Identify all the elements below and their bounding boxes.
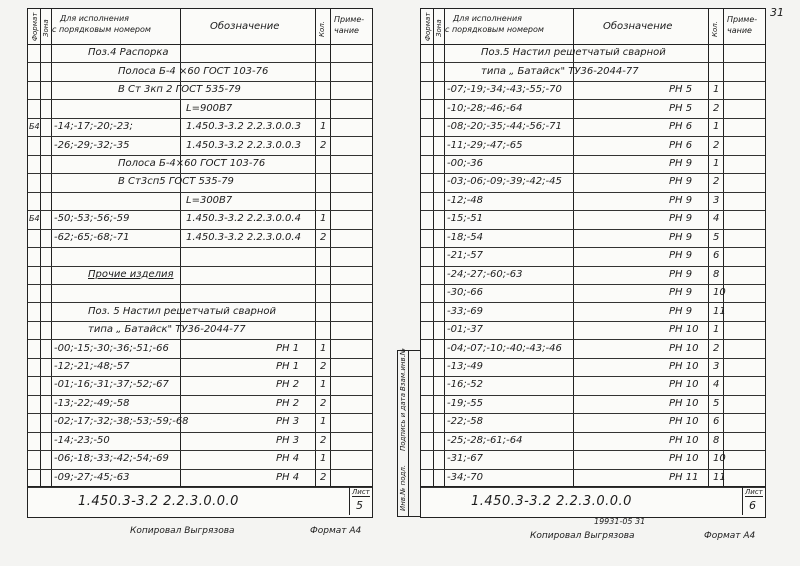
title-block: [421, 486, 765, 517]
right-footer-copied: Копировал Выгрязова: [530, 531, 635, 541]
row-divider: [28, 321, 372, 322]
row-divider: [421, 136, 765, 137]
row-description: типа „ Батайск" ТУ36-2044-77: [88, 324, 246, 336]
row-quantity: 11: [713, 471, 726, 483]
row-description: -18;-54: [447, 231, 484, 243]
row-divider: [421, 99, 765, 100]
row-designation: 1.450.3-3.2 2.2.3.0.0.3: [186, 121, 301, 133]
row-designation: РН 9: [669, 157, 693, 169]
row-quantity: 2: [320, 434, 327, 446]
row-designation: 1.450.3-3.2 2.2.3.0.0.4: [186, 231, 301, 243]
header-format: Формат: [31, 12, 39, 41]
row-description: -10;-28;-46;-64: [447, 102, 523, 114]
row-quantity: 2: [713, 139, 720, 151]
row-designation: L=900В7: [186, 102, 233, 114]
corner-page-number: 31: [770, 6, 784, 19]
header-desc-2: с порядковым номером: [52, 25, 151, 34]
sheet-box: [742, 487, 765, 515]
row-divider: [28, 81, 372, 82]
row-designation: РН 10: [669, 397, 699, 409]
left-footer-format: Формат А4: [310, 526, 362, 536]
header-note-1: Приме-: [334, 15, 365, 24]
table-header: [421, 9, 765, 45]
row-description: Поз. 5 Настил решетчатый сварной: [88, 305, 276, 317]
row-divider: [421, 155, 765, 156]
row-divider: [28, 395, 372, 396]
row-description: -06;-18;-33;-42;-54;-69: [54, 453, 169, 465]
row-description: -14;-17;-20;-23;: [54, 121, 133, 133]
row-divider: [421, 62, 765, 63]
row-quantity: 2: [713, 176, 720, 188]
row-description: Полоса Б-4 ×60 ГОСТ 103-76: [118, 65, 269, 77]
row-format: Б4: [29, 122, 40, 132]
row-designation: РН 1: [276, 361, 300, 373]
row-quantity: 2: [320, 471, 327, 483]
row-divider: [28, 284, 372, 285]
row-divider: [28, 229, 372, 230]
right-footer-format: Формат А4: [704, 531, 756, 541]
row-description: -14;-23;-50: [54, 434, 110, 446]
row-description: -22;-58: [447, 416, 484, 428]
row-description: -01;-37: [447, 324, 484, 336]
row-designation: РН 9: [669, 213, 693, 225]
table-header: [28, 9, 372, 45]
right-spec-sheet: [420, 8, 766, 518]
header-format: Формат: [424, 12, 432, 41]
row-description: -50;-53;-56;-59: [54, 213, 130, 225]
row-quantity: 1: [713, 121, 720, 133]
row-designation: РН 3: [276, 416, 300, 428]
header-desc-1: Для исполнения: [60, 14, 129, 23]
row-quantity: 2: [713, 102, 720, 114]
row-description: -08;-20;-35;-44;-56;-71: [447, 121, 562, 133]
row-description: -24;-27;-60;-63: [447, 268, 523, 280]
row-description: -03;-06;-09;-39;-42;-45: [447, 176, 562, 188]
row-description: -25;-28;-61;-64: [447, 434, 523, 446]
row-divider: [28, 210, 372, 211]
row-divider: [28, 155, 372, 156]
row-quantity: 10: [713, 287, 726, 299]
row-designation: 1.450.3-3.2 2.2.3.0.0.3: [186, 139, 301, 151]
row-description: -11;-29;-47;-65: [447, 139, 523, 151]
strip-sign-date: Подпись и дата: [399, 393, 407, 451]
row-description: -31;-67: [447, 453, 484, 465]
row-divider: [28, 376, 372, 377]
row-description: -62;-65;-68;-71: [54, 231, 130, 243]
sheet-number: 6: [749, 499, 756, 512]
row-quantity: 1: [320, 121, 327, 133]
row-quantity: 5: [713, 231, 720, 243]
row-designation: РН 10: [669, 342, 699, 354]
header-qty: Кол.: [318, 21, 326, 37]
row-quantity: 6: [713, 250, 720, 262]
row-description: -33;-69: [447, 305, 484, 317]
row-designation: РН 9: [669, 250, 693, 262]
row-description: -16;-52: [447, 379, 484, 391]
left-footer-copied: Копировал Выгрязова: [130, 526, 235, 536]
row-quantity: 11: [713, 305, 726, 317]
strip-replace-inv: Взам.инв.№: [399, 347, 407, 391]
row-quantity: 10: [713, 453, 726, 465]
row-designation: РН 3: [276, 434, 300, 446]
row-description: Поз.5 Настил решетчатый сварной: [481, 47, 666, 59]
row-divider: [421, 321, 765, 322]
row-divider: [28, 62, 372, 63]
row-designation: РН 1: [276, 342, 300, 354]
row-divider: [421, 247, 765, 248]
row-quantity: 6: [713, 416, 720, 428]
header-designation: Обозначение: [603, 21, 673, 32]
header-note-2: чание: [334, 26, 359, 35]
row-description: -01;-16;-31;-37;-52;-67: [54, 379, 169, 391]
row-description: -00;-36: [447, 157, 484, 169]
sheet-label: Лист: [352, 488, 370, 496]
row-description: Прочие изделия: [88, 268, 174, 280]
row-description: -09;-27;-45;-63: [54, 471, 130, 483]
row-description: типа „ Батайск" ТУ36-2044-77: [481, 65, 639, 77]
row-designation: РН 10: [669, 379, 699, 391]
inventory-number: 19931-05 31: [594, 517, 646, 526]
row-quantity: 8: [713, 434, 720, 446]
row-divider: [421, 229, 765, 230]
row-divider: [421, 469, 765, 470]
row-designation: РН 6: [669, 139, 693, 151]
row-quantity: 8: [713, 268, 720, 280]
row-quantity: 3: [713, 194, 720, 206]
row-format: Б4: [29, 214, 40, 224]
row-divider: [421, 284, 765, 285]
row-divider: [28, 358, 372, 359]
row-quantity: 2: [320, 231, 327, 243]
row-quantity: 2: [320, 361, 327, 373]
row-description: -21;-57: [447, 250, 484, 262]
header-note-1: Приме-: [727, 15, 758, 24]
row-divider: [28, 173, 372, 174]
row-divider: [421, 173, 765, 174]
row-quantity: 2: [320, 139, 327, 151]
row-quantity: 4: [713, 213, 720, 225]
row-quantity: 1: [320, 416, 327, 428]
row-description: -34;-70: [447, 471, 484, 483]
row-divider: [28, 432, 372, 433]
side-strip: [397, 347, 420, 517]
row-divider: [28, 118, 372, 119]
row-quantity: 1: [713, 324, 720, 336]
row-designation: РН 9: [669, 287, 693, 299]
header-designation: Обозначение: [210, 21, 280, 32]
row-description: -30;-66: [447, 287, 484, 299]
row-designation: РН 10: [669, 453, 699, 465]
row-divider: [28, 339, 372, 340]
row-quantity: 1: [320, 342, 327, 354]
row-description: В Ст 3кп 2 ГОСТ 535-79: [118, 84, 241, 96]
sheet-label: Лист: [745, 488, 763, 496]
row-designation: РН 2: [276, 379, 300, 391]
row-quantity: 2: [713, 342, 720, 354]
row-divider: [421, 210, 765, 211]
row-designation: РН 9: [669, 176, 693, 188]
strip-inv-orig: Инв.№ подл.: [399, 464, 407, 511]
row-designation: РН 2: [276, 397, 300, 409]
row-description: -26;-29;-32;-35: [54, 139, 130, 151]
row-divider: [421, 339, 765, 340]
header-note-2: чание: [727, 26, 752, 35]
row-quantity: 1: [713, 157, 720, 169]
row-divider: [421, 450, 765, 451]
document-code: 1.450.3-3.2 2.2.3.0.0.0: [471, 494, 632, 509]
row-designation: РН 6: [669, 121, 693, 133]
row-divider: [28, 413, 372, 414]
row-description: -15;-51: [447, 213, 484, 225]
row-description: -12;-48: [447, 194, 484, 206]
row-quantity: 5: [713, 397, 720, 409]
row-description: -13;-49: [447, 361, 484, 373]
row-designation: РН 11: [669, 471, 699, 483]
row-designation: РН 9: [669, 305, 693, 317]
row-quantity: 1: [713, 84, 720, 96]
row-divider: [28, 302, 372, 303]
row-description: -19;-55: [447, 397, 484, 409]
row-designation: РН 5: [669, 102, 693, 114]
row-quantity: 1: [320, 213, 327, 225]
row-quantity: 1: [320, 379, 327, 391]
row-divider: [28, 450, 372, 451]
row-description: -04;-07;-10;-40;-43;-46: [447, 342, 562, 354]
row-designation: РН 9: [669, 268, 693, 280]
row-divider: [421, 395, 765, 396]
row-description: -02;-17;-32;-38;-53;-59;-68: [54, 416, 189, 428]
row-divider: [421, 413, 765, 414]
row-designation: РН 10: [669, 324, 699, 336]
title-block: [28, 486, 372, 517]
header-desc-2: с порядковым номером: [445, 25, 544, 34]
row-designation: РН 4: [276, 453, 300, 465]
row-quantity: 3: [713, 361, 720, 373]
row-divider: [421, 432, 765, 433]
row-description: -00;-15;-30;-36;-51;-66: [54, 342, 169, 354]
row-designation: РН 9: [669, 231, 693, 243]
row-divider: [421, 376, 765, 377]
header-qty: Кол.: [711, 21, 719, 37]
row-divider: [28, 99, 372, 100]
row-quantity: 4: [713, 379, 720, 391]
row-designation: РН 5: [669, 84, 693, 96]
row-divider: [28, 469, 372, 470]
row-divider: [28, 192, 372, 193]
row-designation: РН 10: [669, 434, 699, 446]
row-divider: [421, 81, 765, 82]
row-description: -13;-22;-49;-58: [54, 397, 130, 409]
row-designation: РН 10: [669, 416, 699, 428]
header-zone: Зона: [42, 19, 50, 37]
row-description: Поз.4 Распорка: [88, 47, 169, 59]
header-zone: Зона: [435, 19, 443, 37]
row-description: -12;-21;-48;-57: [54, 361, 130, 373]
row-designation: РН 4: [276, 471, 300, 483]
row-designation: 1.450.3-3.2 2.2.3.0.0.4: [186, 213, 301, 225]
row-designation: РН 9: [669, 194, 693, 206]
sheet-box: [349, 487, 372, 515]
row-divider: [421, 358, 765, 359]
row-quantity: 2: [320, 397, 327, 409]
document-code: 1.450.3-3.2 2.2.3.0.0.0: [78, 494, 239, 509]
left-spec-sheet: [27, 8, 373, 518]
row-divider: [421, 118, 765, 119]
row-description: В Ст3сп5 ГОСТ 535-79: [118, 176, 234, 188]
row-description: Полоса Б-4×60 ГОСТ 103-76: [118, 157, 266, 169]
row-designation: L=300В7: [186, 194, 233, 206]
row-quantity: 1: [320, 453, 327, 465]
row-divider: [421, 266, 765, 267]
row-divider: [421, 192, 765, 193]
row-divider: [28, 247, 372, 248]
row-designation: РН 10: [669, 361, 699, 373]
row-divider: [421, 302, 765, 303]
header-desc-1: Для исполнения: [453, 14, 522, 23]
row-divider: [28, 136, 372, 137]
sheet-number: 5: [356, 499, 363, 512]
row-description: -07;-19;-34;-43;-55;-70: [447, 84, 562, 96]
row-divider: [28, 266, 372, 267]
